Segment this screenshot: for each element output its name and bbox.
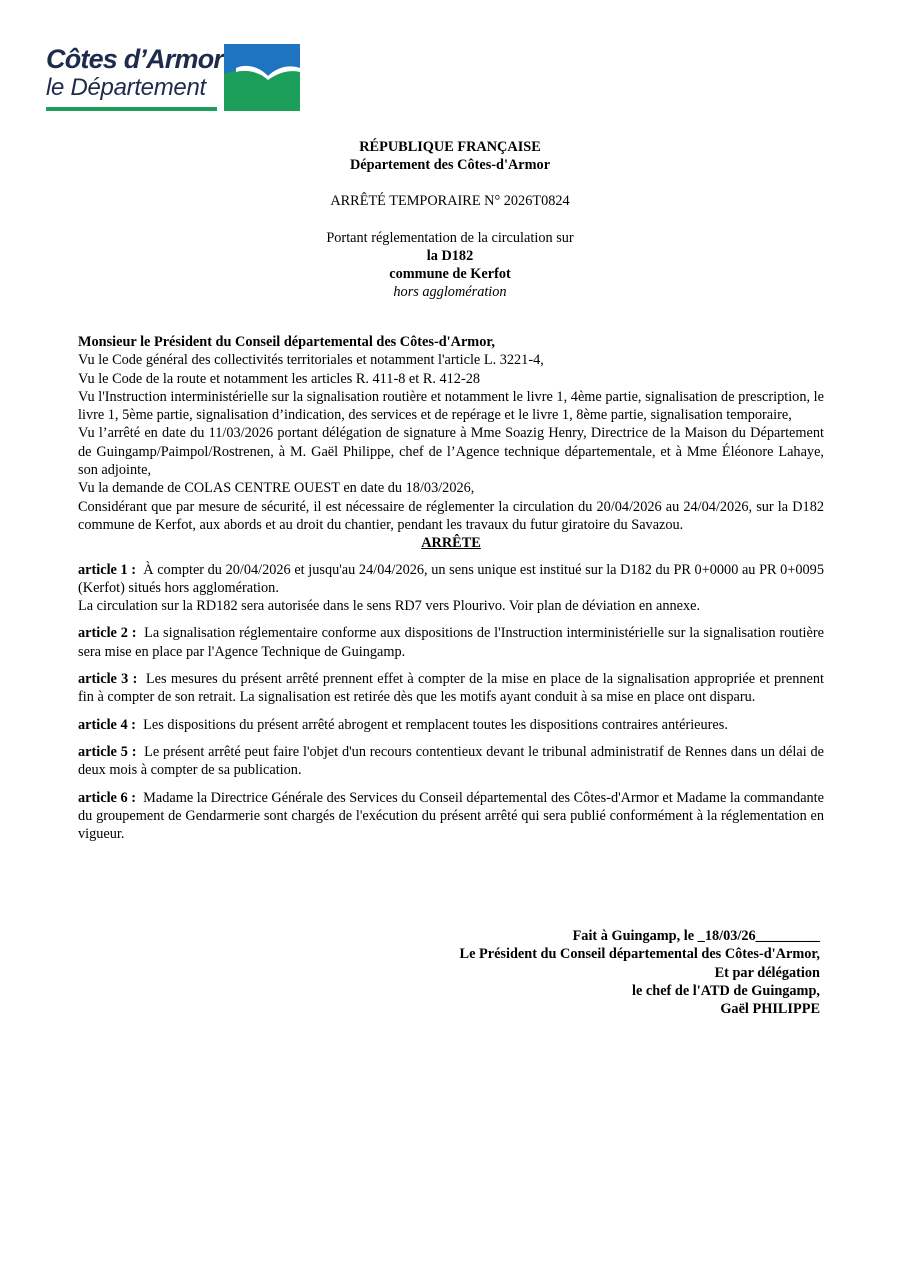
preamble — [78, 333, 824, 852]
article-2 — [78, 624, 824, 661]
signature-delegation: Et par délégation — [714, 964, 820, 981]
article-text: Les dispositions du présent arrêté abrogent et remplacent toutes les dispositions contraires antérieures. — [143, 716, 728, 733]
article-text: Le présent arrêté peut faire l'objet d'un recours contentieux devant le tribunal administratif de Rennes dans un délai de deux mois à compter de sa publication. — [78, 743, 824, 779]
vu-instruction: Vu l'Instruction interministérielle sur la signalisation routière et notamment le livre 1, 4ème partie, signalisation de prescription, le livre 1, 5ème partie, signalisation d’indication, des services et de repérage et le livre 1, 8ème partie, signalisation temporaire, — [78, 388, 824, 424]
signature-date: Fait à Guingamp, le _18/03/26_________ — [572, 928, 820, 944]
portant-line: Portant réglementation de la circulation sur — [326, 230, 574, 246]
vu-arrete-delegation: Vu l’arrêté en date du 11/03/2026 portant délégation de signature à Mme Soazig Henry, Directrice de la Maison du Département de Guingamp/Paimpol/Rostrenen, à M. Gaël Philippe, chef de l’Agence technique départementale, et à Mme Éléonore Lahaye, son adjointe, — [78, 425, 824, 479]
article-text: Madame la Directrice Générale des Services du Conseil départemental des Côtes-d'Armor et Madame la commandante du groupement de Gendarmerie sont chargés de l'exécution du présent arrêté qui sera publié conformément à la réglementation en vigueur. — [78, 789, 825, 843]
article-label: article 3 : — [78, 671, 138, 688]
logo-underline — [46, 107, 217, 111]
commune-line: commune de Kerfot — [389, 266, 511, 282]
article-5 — [78, 743, 824, 780]
logo-line2: le Département — [46, 74, 206, 101]
signature-name: Gaël PHILIPPE — [720, 1001, 820, 1018]
vu-cgct: Vu le Code général des collectivités territoriales et notamment l'article L. 3221-4, — [78, 352, 544, 369]
vu-demande: Vu la demande de COLAS CENTRE OUEST en date du 18/03/2026, — [78, 480, 475, 497]
department-logo — [46, 44, 300, 112]
signature-block — [460, 927, 820, 1018]
article-label: article 4 : — [78, 716, 136, 733]
article-1 — [78, 561, 824, 616]
article-label: article 2 : — [78, 625, 137, 642]
logo-line1: Côtes d’Armor — [46, 44, 224, 74]
article-3 — [78, 670, 824, 707]
president-line: Monsieur le Président du Conseil départemental des Côtes-d'Armor, — [78, 334, 495, 350]
route-line: la D182 — [426, 248, 474, 264]
considerant: Considérant que par mesure de sécurité, il est nécessaire de réglementer la circulation du 20/04/2026 au 24/04/2026, sur la D182 commune de Kerfot, aux abords et au droit du chantier, pendant les travaux du futur giratoire du Savazou. — [78, 498, 824, 533]
article-text: Les mesures du présent arrêté prennent effet à compter de la mise en place de la signalisation appropriée et prennent fin à compter de son retrait. La signalisation est retirée dès que les motifs ayant conduit à sa mise en place ont disparu. — [78, 671, 824, 706]
logo-mark-icon — [224, 44, 300, 111]
departement-heading: Département des Côtes-d'Armor — [349, 157, 551, 173]
article-label: article 1 : — [78, 561, 137, 578]
signature-chef: le chef de l'ATD de Guingamp, — [632, 982, 820, 999]
vu-code-route: Vu le Code de la route et notamment les articles R. 411-8 et R. 412-28 — [78, 370, 481, 387]
article-label: article 5 : — [78, 743, 137, 760]
arrete-number: ARRÊTÉ TEMPORAIRE N° 2026T0824 — [330, 193, 570, 209]
article-text: La signalisation réglementaire conforme aux dispositions de l'Instruction interministérielle sur la signalisation routière sera mise en place par l'Agence Technique de Guingamp. — [78, 625, 824, 660]
article-text: À compter du 20/04/2026 et jusqu'au 24/04/2026, un sens unique est institué sur la D182 du PR 0+0000 au PR 0+0095 (Kerfot) situés hors agglomération. — [78, 561, 824, 596]
location-line: hors agglomération — [393, 284, 507, 300]
arrete-title: ARRÊTE — [421, 535, 481, 552]
article-text-2: La circulation sur la RD182 sera autorisée dans le sens RD7 vers Plourivo. Voir plan de déviation en annexe. — [78, 598, 701, 615]
article-6 — [78, 789, 824, 844]
article-4 — [78, 716, 824, 734]
republique-heading: RÉPUBLIQUE FRANÇAISE — [359, 139, 541, 155]
article-label: article 6 : — [78, 789, 136, 806]
signature-president: Le Président du Conseil départemental des Côtes-d'Armor, — [459, 946, 820, 963]
